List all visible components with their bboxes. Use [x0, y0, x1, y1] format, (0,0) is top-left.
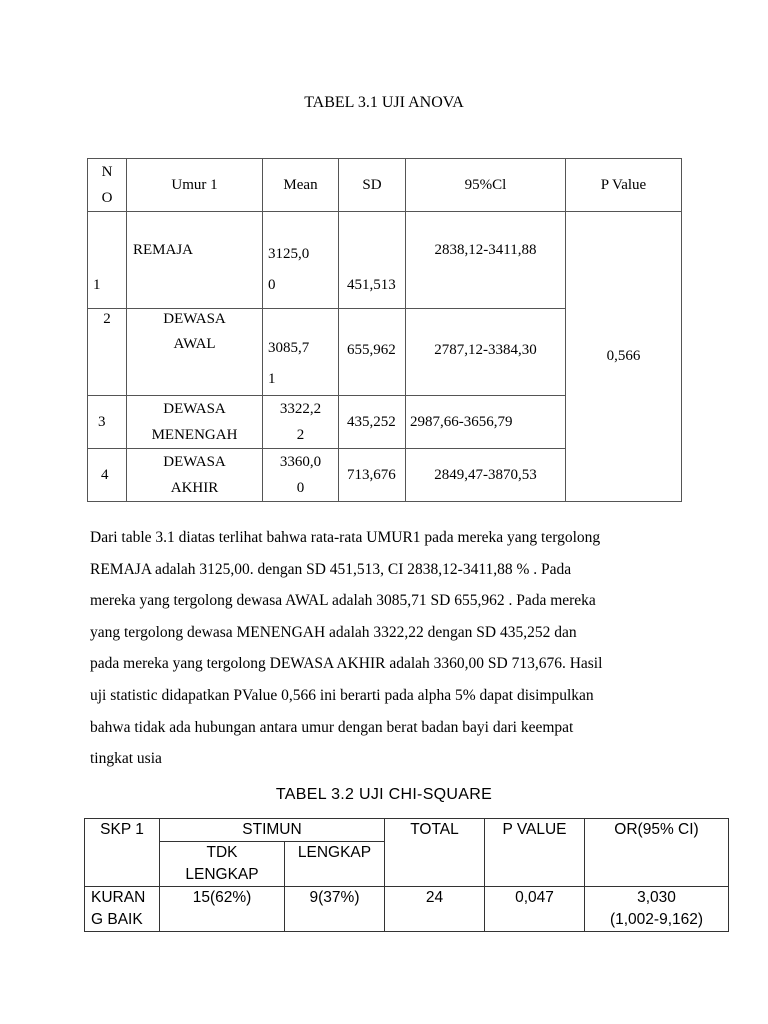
header-pvalue: P VALUE [485, 819, 585, 887]
row-tdk-lengkap: 15(62%) [160, 887, 285, 932]
row-sd: 713,676 [339, 449, 406, 502]
header-total: TOTAL [385, 819, 485, 887]
paragraph-line: uji statistic didapatkan PValue 0,566 ini berarti pada alpha 5% dapat disimpulkan [90, 686, 594, 704]
paragraph-line: pada mereka yang tergolong DEWASA AKHIR adalah 3360,00 SD 713,676. Hasil [90, 655, 603, 673]
chi-header-row [85, 819, 729, 842]
header-stimun: STIMUN [160, 819, 385, 842]
header-lengkap: LENGKAP [285, 842, 385, 887]
row-sd: 451,513 [339, 212, 406, 309]
row-pvalue: 0,047 [485, 887, 585, 932]
row-mean: 3322,2 2 [263, 396, 339, 449]
row-no: 4 [88, 449, 127, 502]
header-or: OR(95% CI) [585, 819, 729, 887]
row-ci: 2987,66-3656,79 [406, 396, 566, 449]
row-no: 3 [88, 396, 127, 449]
row-mean: 3360,0 0 [263, 449, 339, 502]
header-ci: 95%Cl [406, 159, 566, 212]
paragraph-line: tingkat usia [90, 750, 162, 768]
row-or: 3,030 (1,002-9,162) [585, 887, 729, 932]
row-ci: 2787,12-3384,30 [406, 309, 566, 396]
row-mean: 3085,7 1 [263, 309, 339, 396]
row-total: 24 [385, 887, 485, 932]
paragraph-line: REMAJA adalah 3125,00. dengan SD 451,513, CI 2838,12-3411,88 % . Pada [90, 560, 572, 578]
header-no: N O [88, 159, 127, 212]
header-sd: SD [339, 159, 406, 212]
table-row [85, 887, 729, 932]
row-sd: 655,962 [339, 309, 406, 396]
header-skp: SKP 1 [85, 819, 160, 887]
row-mean: 3125,0 0 [263, 212, 339, 309]
row-no: 1 [88, 212, 127, 309]
row-umur: REMAJA [127, 212, 263, 309]
row-umur: DEWASA AKHIR [127, 449, 263, 502]
row-umur: DEWASA AWAL [127, 309, 263, 396]
paragraph-line: Dari table 3.1 diatas terlihat bahwa rata-rata UMUR1 pada mereka yang tergolong [90, 529, 601, 546]
row-skp: KURAN G BAIK [85, 887, 160, 932]
paragraph-line: bahwa tidak ada hubungan antara umur dengan berat badan bayi dari keempat [90, 718, 574, 736]
anova-explanation-paragraph [90, 522, 690, 775]
table-3-1-title: TABEL 3.1 UJI ANOVA [304, 94, 464, 111]
row-sd: 435,252 [339, 396, 406, 449]
header-tdk-lengkap: TDK LENGKAP [160, 842, 285, 887]
pvalue-cell: 0,566 [566, 212, 682, 502]
table-row [88, 212, 682, 309]
header-pvalue: P Value [566, 159, 682, 212]
row-lengkap: 9(37%) [285, 887, 385, 932]
table-3-2-title: TABEL 3.2 UJI CHI-SQUARE [275, 786, 493, 803]
row-ci: 2838,12-3411,88 [406, 212, 566, 309]
header-mean: Mean [263, 159, 339, 212]
chi-square-table [84, 818, 729, 932]
row-umur: DEWASA MENENGAH [127, 396, 263, 449]
row-no: 2 [88, 309, 127, 396]
anova-table [87, 158, 682, 502]
anova-header-row [88, 159, 682, 212]
paragraph-line: yang tergolong dewasa MENENGAH adalah 3322,22 dengan SD 435,252 dan [90, 623, 577, 641]
paragraph-line: mereka yang tergolong dewasa AWAL adalah 3085,71 SD 655,962 . Pada mereka [90, 592, 596, 610]
row-ci: 2849,47-3870,53 [406, 449, 566, 502]
header-umur: Umur 1 [127, 159, 263, 212]
